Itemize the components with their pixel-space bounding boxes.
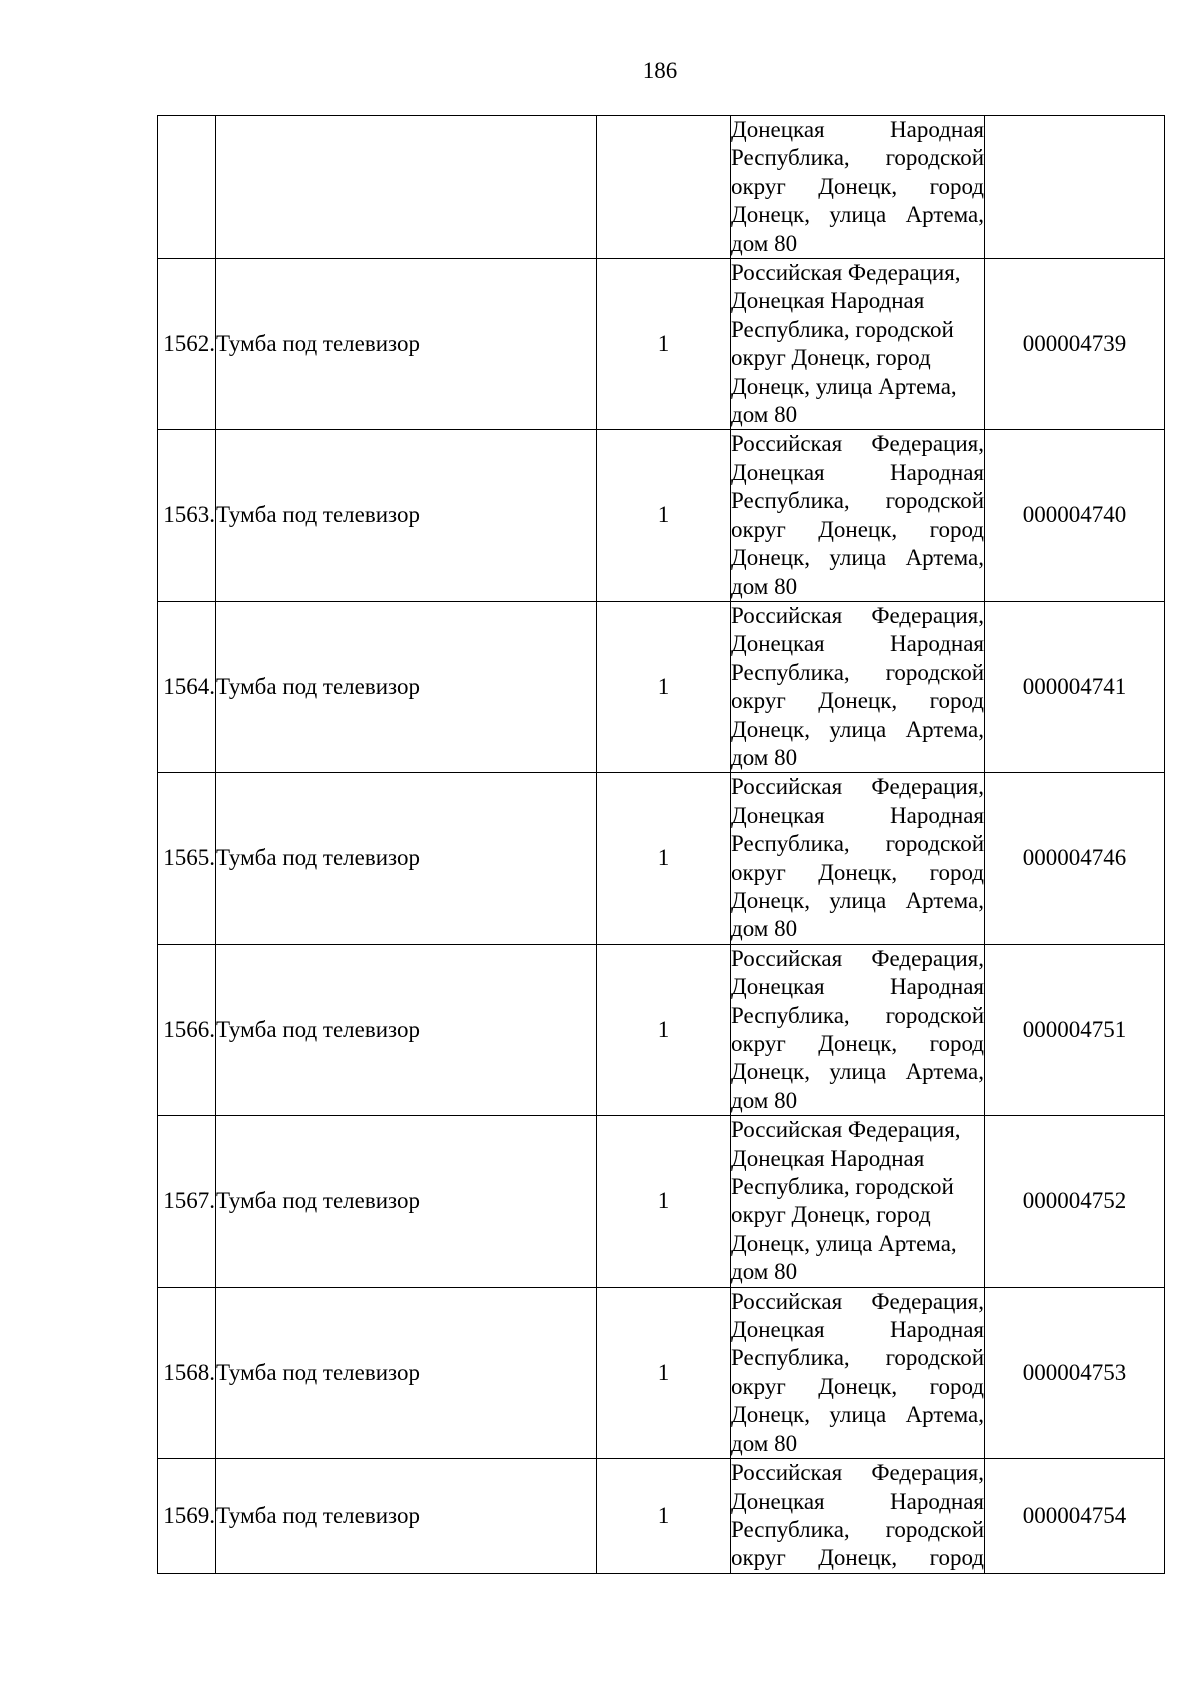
table-row bbox=[158, 116, 1165, 259]
address-line: Российская Федерация, bbox=[731, 1288, 984, 1314]
item-name-cell: Тумба под телевизор bbox=[216, 1459, 597, 1574]
address-line: Российская Федерация, bbox=[731, 945, 984, 971]
address-line: Донецк, улица Артема, bbox=[731, 716, 984, 742]
address-line: Донецкая Народная bbox=[731, 288, 925, 314]
address-line: дом 80 bbox=[731, 1087, 798, 1113]
row-number-cell: 1567. bbox=[158, 1116, 216, 1287]
quantity-cell: 1 bbox=[597, 1116, 731, 1287]
inventory-code-cell: 000004739 bbox=[985, 259, 1165, 430]
address-line: дом 80 bbox=[731, 402, 798, 428]
row-number-cell: 1562. bbox=[158, 259, 216, 430]
address-line: Донецк, улица Артема, bbox=[731, 545, 984, 571]
row-number-cell: 1566. bbox=[158, 944, 216, 1115]
inventory-code-cell: 000004740 bbox=[985, 430, 1165, 601]
table-row bbox=[158, 430, 1165, 601]
address-line: дом 80 bbox=[731, 573, 798, 599]
address-cell bbox=[731, 1116, 985, 1287]
item-name-cell bbox=[216, 116, 597, 259]
row-number-cell bbox=[158, 116, 216, 259]
table-row bbox=[158, 1287, 1165, 1458]
address-line: округ Донецк, город bbox=[731, 516, 984, 542]
table-row bbox=[158, 1459, 1165, 1574]
address-line: дом 80 bbox=[731, 744, 798, 770]
address-line: Российская Федерация, bbox=[731, 602, 984, 628]
address-line: округ Донецк, город bbox=[731, 1373, 984, 1399]
address-line: дом 80 bbox=[731, 1259, 798, 1285]
address-line: Республика, городской bbox=[731, 659, 984, 685]
quantity-cell: 1 bbox=[597, 259, 731, 430]
row-number-cell: 1568. bbox=[158, 1287, 216, 1458]
address-line: Донецкая Народная bbox=[731, 459, 984, 485]
quantity-cell bbox=[597, 116, 731, 259]
address-line: Донецкая Народная bbox=[731, 1145, 925, 1171]
inventory-code-cell: 000004746 bbox=[985, 773, 1165, 944]
inventory-code-cell: 000004754 bbox=[985, 1459, 1165, 1574]
table-row bbox=[158, 601, 1165, 772]
address-cell bbox=[731, 430, 985, 601]
row-number-cell: 1563. bbox=[158, 430, 216, 601]
address-line: Донецк, улица Артема, bbox=[731, 373, 957, 399]
item-name-cell: Тумба под телевизор bbox=[216, 773, 597, 944]
address-line: Донецкая Народная bbox=[731, 802, 984, 828]
address-line: Донецк, улица Артема, bbox=[731, 1059, 984, 1085]
address-line: Донецкая Народная bbox=[731, 1317, 984, 1343]
page-number: 186 bbox=[642, 58, 678, 83]
address-line: Республика, городской bbox=[731, 1345, 984, 1371]
address-line: Донецк, улица Артема, bbox=[731, 1402, 984, 1428]
inventory-code-cell: 000004752 bbox=[985, 1116, 1165, 1287]
item-name-cell: Тумба под телевизор bbox=[216, 1116, 597, 1287]
address-line: Донецкая Народная bbox=[731, 974, 984, 1000]
address-line: Донецк, улица Артема, bbox=[731, 1230, 957, 1256]
address-line: Республика, городской bbox=[731, 831, 984, 857]
address-line: Республика, городской bbox=[731, 1002, 984, 1028]
inventory-code-cell: 000004753 bbox=[985, 1287, 1165, 1458]
table-row bbox=[158, 259, 1165, 430]
item-name-cell: Тумба под телевизор bbox=[216, 1287, 597, 1458]
address-cell bbox=[731, 944, 985, 1115]
address-line: Донецк, улица Артема, bbox=[731, 202, 984, 228]
row-number-cell: 1569. bbox=[158, 1459, 216, 1574]
address-cell bbox=[731, 773, 985, 944]
item-name-cell: Тумба под телевизор bbox=[216, 259, 597, 430]
address-line: дом 80 bbox=[731, 1430, 798, 1456]
item-name-cell: Тумба под телевизор bbox=[216, 944, 597, 1115]
address-line: Российская Федерация, bbox=[731, 774, 984, 800]
address-line: Российская Федерация, bbox=[731, 1460, 984, 1486]
address-line: округ Донецк, город bbox=[731, 1545, 984, 1571]
address-line: Донецкая Народная bbox=[731, 117, 984, 142]
quantity-cell: 1 bbox=[597, 601, 731, 772]
table-row bbox=[158, 773, 1165, 944]
row-number-cell: 1564. bbox=[158, 601, 216, 772]
address-line: Республика, городской bbox=[731, 316, 954, 342]
address-line: Республика, городской bbox=[731, 1174, 954, 1200]
address-line: округ Донецк, город bbox=[731, 1031, 984, 1056]
address-line: округ Донецк, город bbox=[731, 173, 984, 199]
address-cell bbox=[731, 601, 985, 772]
item-name-cell: Тумба под телевизор bbox=[216, 601, 597, 772]
table-row bbox=[158, 944, 1165, 1115]
address-line: дом 80 bbox=[731, 916, 798, 942]
address-line: Российская Федерация, bbox=[731, 1117, 961, 1143]
quantity-cell: 1 bbox=[597, 773, 731, 944]
address-line: Донецкая Народная bbox=[731, 1488, 984, 1514]
address-cell bbox=[731, 1287, 985, 1458]
quantity-cell: 1 bbox=[597, 1287, 731, 1458]
address-line: округ Донецк, город bbox=[731, 688, 984, 714]
quantity-cell: 1 bbox=[597, 944, 731, 1115]
quantity-cell: 1 bbox=[597, 430, 731, 601]
quantity-cell: 1 bbox=[597, 1459, 731, 1574]
inventory-code-cell bbox=[985, 116, 1165, 259]
address-line: Российская Федерация, bbox=[731, 260, 961, 286]
row-number-cell: 1565. bbox=[158, 773, 216, 944]
address-cell bbox=[731, 1459, 985, 1574]
item-name-cell: Тумба под телевизор bbox=[216, 430, 597, 601]
address-cell bbox=[731, 116, 985, 259]
address-line: дом 80 bbox=[731, 230, 798, 256]
address-line: Донецкая Народная bbox=[731, 631, 984, 657]
address-line: Республика, городской bbox=[731, 488, 984, 514]
address-line: Донецк, улица Артема, bbox=[731, 887, 984, 913]
address-line: округ Донецк, город bbox=[731, 1202, 931, 1228]
inventory-table-body bbox=[158, 116, 1165, 1574]
address-line: округ Донецк, город bbox=[731, 859, 984, 885]
address-line: Республика, городской bbox=[731, 1516, 984, 1542]
inventory-code-cell: 000004751 bbox=[985, 944, 1165, 1115]
address-line: Российская Федерация, bbox=[731, 431, 984, 457]
address-cell bbox=[731, 259, 985, 430]
table-row bbox=[158, 1116, 1165, 1287]
inventory-table bbox=[157, 115, 1165, 1574]
address-line: округ Донецк, город bbox=[731, 345, 931, 371]
address-line: Республика, городской bbox=[731, 145, 984, 171]
inventory-code-cell: 000004741 bbox=[985, 601, 1165, 772]
